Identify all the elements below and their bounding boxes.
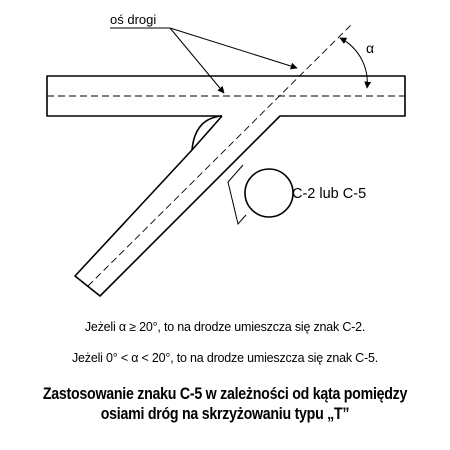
sign-label: C-2 lub C-5 [292,186,367,202]
angle-label: α [366,40,375,56]
road-axis-label: oś drogi [110,12,157,27]
sign-bracket [228,165,246,224]
condition-note-c2: Jeżeli α ≥ 20°, to na drodze umieszcza się znak C-2. [84,320,366,334]
sign-circle [245,169,293,217]
angle-arc [340,38,367,88]
side-road-axis [88,24,352,286]
label-leader-main [170,28,224,93]
figure-title-line-1: Zastosowanie znaku C-5 w zależności od kąta pomiędzy [42,385,408,403]
condition-note-c5: Jeżeli 0° < α < 20°, to na drodze umieszcza się znak C-5. [72,351,378,365]
figure-title-line-2: osiami dróg na skrzyżowaniu typu „T” [100,405,350,423]
label-leader-side [170,28,297,68]
